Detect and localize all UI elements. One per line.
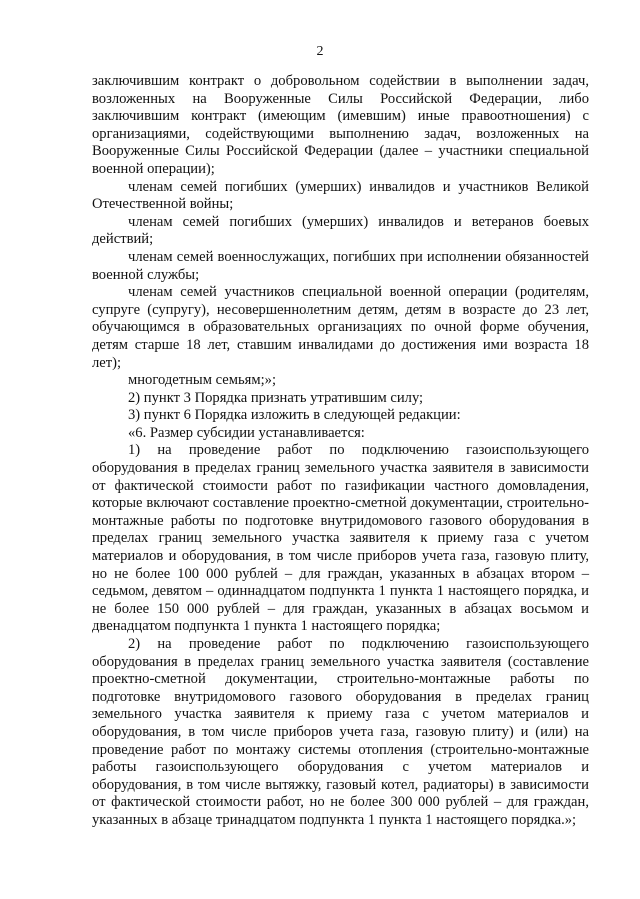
paragraph-combat-veterans-families: членам семей погибших (умерших) инвалидов и ветеранов боевых действий; — [92, 213, 589, 248]
paragraph-item-3: 3) пункт 6 Порядка изложить в следующей редакции: — [128, 407, 461, 424]
paragraph-wwii-families: членам семей погибших (умерших) инвалидов и участников Великой Отечественной войны; — [92, 178, 589, 213]
paragraph-continuation-svo-participants: заключившим контракт о добровольном содействии в выполнении задач, возложенных на Вооруженные Силы Российской Федерации, либо заключившим контракт (имеющим (имевшим) иные правоотношения) с организациями, содействующими выполнению задач, возложенных на Вооруженные Силы Российской Федерации (далее – участники специальной военной операции); — [92, 73, 589, 177]
paragraph-svo-families: членам семей участников специальной военной операции (родителям, супруге (супругу), несовершеннолетним детям, детям в возрасте до 23 лет, обучающимся в образовательных организациях по очной форме обучения, детям старше 18 лет, ставшим инвалидами до достижения ими возраста 18 лет); — [92, 284, 589, 371]
paragraph-subsidy-item-1: 1) на проведение работ по подключению газоиспользующего оборудования в пределах границ земельного участка заявителя в зависимости от фактической стоимости работ по газификации частного домовладения, которые включают составление проектно-сметной документации, строительно-монтажные работы по подготовке внутридомового газового оборудования в пределах границ земельного участка заявителя к приему газа с учетом материалов и оборудования, в том числе приборов учета газа, газовую плиту, но не более 100 000 рублей – для граждан, указанных в абзацах втором – седьмом, девятом – одиннадцатом подпункта 1 пункта 1 настоящего порядка, и не более 150 000 рублей – для граждан, указанных в абзацах восьмом и двенадцатом подпункта 1 пункта 1 настоящего порядка; — [92, 442, 589, 635]
paragraph-item-2: 2) пункт 3 Порядка признать утратившим силу; — [128, 389, 424, 406]
paragraph-clause-6-heading: «6. Размер субсидии устанавливается: — [128, 424, 365, 441]
paragraph-servicemen-families: членам семей военнослужащих, погибших при исполнении обязанностей военной службы; — [92, 248, 589, 283]
paragraph-large-families: многодетным семьям;»; — [128, 372, 276, 389]
paragraph-subsidy-item-2: 2) на проведение работ по подключению газоиспользующего оборудования в пределах границ земельного участка заявителя (составление проектно-сметной документации, строительно-монтажные работы по подготовке внутридомового газового оборудования в пределах границ земельного участка заявителя к приему газа с учетом материалов и оборудования, в том числе приборов учета газа, газовую плиту) и (или) на проведение работ по монтажу системы отопления (строительно-монтажные работы газоиспользующего оборудования с учетом материалов и оборудования, в том числе вытяжку, газовый котел, радиаторы) в зависимости от фактической стоимости работ, но не более 300 000 рублей – для граждан, указанных в абзаце тринадцатом подпункта 1 пункта 1 настоящего порядка.»; — [92, 636, 589, 828]
document-body — [92, 73, 589, 830]
page-number: 2 — [316, 44, 324, 59]
